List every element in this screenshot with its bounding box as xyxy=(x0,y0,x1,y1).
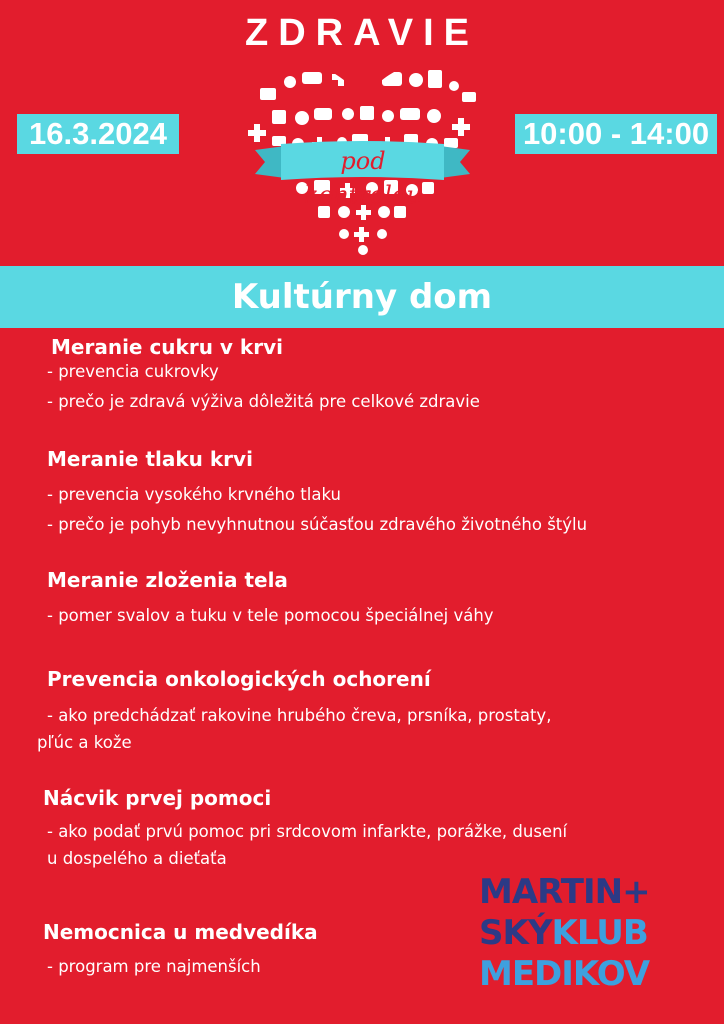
section-line: - ako podať prvú pomoc pri srdcovom infarkte, porážke, dusení xyxy=(47,822,568,841)
logo-line-2b: KLUB xyxy=(551,913,648,953)
logo-line-3: MEDIKOV xyxy=(479,954,650,994)
section-line: - program pre najmenších xyxy=(47,957,261,976)
section-first-aid xyxy=(0,786,724,871)
section-body-composition xyxy=(0,568,724,628)
location-banner: Kultúrny dom xyxy=(0,266,724,328)
section-line: - ako predchádzať rakovine hrubého čreva, prsníka, prostaty, xyxy=(47,706,552,725)
section-line: - prečo je pohyb nevyhnutnou súčasťou zdravého životného štýlu xyxy=(47,515,588,534)
section-blood-sugar xyxy=(0,335,724,414)
section-title: Meranie zloženia tela xyxy=(47,568,288,592)
section-line: - prečo je zdravá výživa dôležitá pre celkové zdravie xyxy=(47,392,480,411)
section-title: Meranie cukru v krvi xyxy=(51,335,283,359)
section-line: - prevencia vysokého krvného tlaku xyxy=(47,485,341,504)
ribbon-text: pod kontrolou xyxy=(304,147,422,209)
section-line: - prevencia cukrovky xyxy=(47,362,219,381)
section-line: - pomer svalov a tuku v tele pomocou špeciálnej váhy xyxy=(47,606,494,625)
section-title: Nemocnica u medvedíka xyxy=(43,920,318,944)
section-title: Meranie tlaku krvi xyxy=(47,447,253,471)
section-title: Nácvik prvej pomoci xyxy=(43,786,272,810)
section-line: pľúc a kože xyxy=(37,733,132,752)
poster-title: ZDRAVIE xyxy=(245,12,479,54)
event-time: 10:00 - 14:00 xyxy=(515,114,717,154)
event-date: 16.3.2024 xyxy=(17,114,179,154)
logo-line-2a: SKÝ xyxy=(479,913,552,953)
logo-line-1: MARTIN+ xyxy=(479,872,650,912)
section-title: Prevencia onkologických ochorení xyxy=(47,667,431,691)
section-line: u dospelého a dieťaťa xyxy=(47,849,227,868)
logo xyxy=(479,872,719,995)
section-oncology xyxy=(0,667,724,755)
section-blood-pressure xyxy=(0,447,724,537)
